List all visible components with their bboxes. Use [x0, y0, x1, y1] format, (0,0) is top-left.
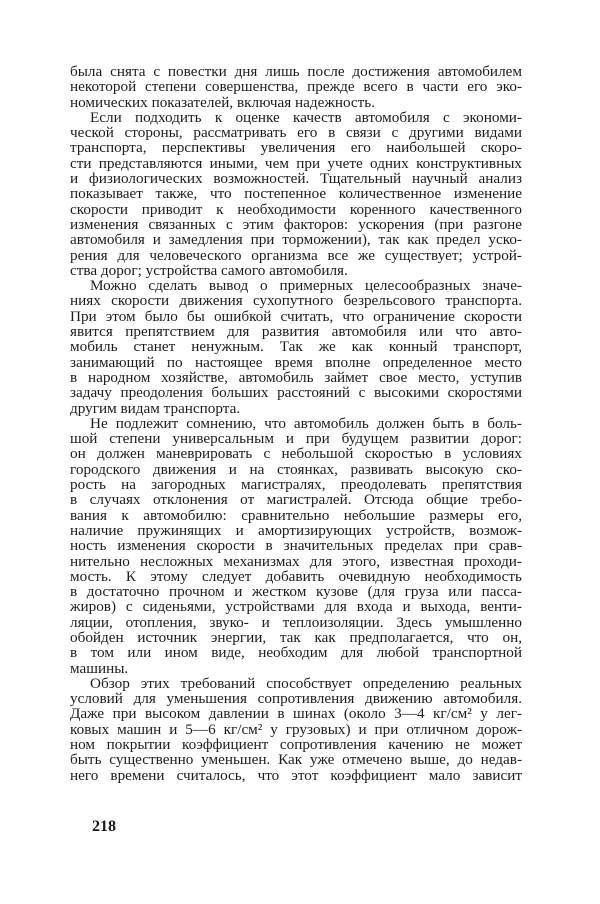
paragraph [70, 64, 522, 110]
text-line: занимающий по настоящее время вполне определенное место [70, 353, 522, 371]
text-line: показывает также, что постепенное количественное изменение [70, 185, 522, 203]
text-line: При этом было бы ошибкой считать, что ограничение скорости [70, 307, 522, 325]
text-line: в достаточно прочном и жестком кузове (для груза или пасса- [70, 583, 522, 601]
text-line: рения для человеческого организма все же существует; устрой- [70, 246, 522, 264]
text-line: условий для уменьшения сопротивления движению автомобиля. [70, 690, 522, 708]
text-line: быть существенно уменьшен. Как уже отмечено выше, до недав- [70, 751, 522, 769]
paragraph [70, 278, 522, 416]
text-line: в народном хозяйстве, автомобиль займет свое место, уступив [70, 368, 522, 386]
text-line: машины. [70, 659, 129, 677]
text-line: и физиологических возможностей. Тщательный научный анализ [70, 170, 522, 188]
text-line: мобиль станет ненужным. Так же как конный транспорт, [70, 338, 522, 356]
page-number: 218 [92, 818, 116, 835]
text-line: явится препятствием для развития автомобиля или что авто- [70, 323, 522, 341]
text-line: некоторой степени совершенства, прежде всего в части его эко- [70, 78, 522, 96]
text-line: ниях скорости движения сухопутного безрельсового транспорта. [70, 292, 522, 310]
text-line: Если подходить к оценке качеств автомобиля с экономи- [90, 108, 522, 126]
text-line: ляции, отопления, звуко- и теплоизоляции. Здесь умышленно [70, 613, 522, 631]
text-line: Не подлежит сомнению, что автомобиль должен быть в боль- [90, 414, 522, 432]
text-line: скорости приводит к необходимости коренного качественного [70, 200, 522, 218]
text-line: номических показателей, включая надежность. [70, 93, 376, 111]
text-line: он должен маневрировать с небольшой скоростью в условиях [70, 445, 522, 463]
text-line: рость на загородных магистралях, преодолевать препятствия [70, 476, 522, 494]
text-line: ном покрытии коэффициент сопротивления качению не может [70, 736, 522, 754]
text-line: ства дорог; устройства самого автомобиля. [70, 261, 348, 279]
text-line: обойден источник энергии, так как предполагается, что он, [70, 628, 522, 646]
paragraph [70, 676, 522, 783]
text-line: другим видам транспорта. [70, 399, 241, 417]
text-line: жиров) с сиденьями, устройствами для входа и выхода, венти- [70, 598, 522, 616]
text-line: Можно сделать вывод о примерных целесообразных значе- [90, 277, 522, 295]
text-line: сти представляются иными, чем при учете одних конструктивных [70, 154, 522, 172]
text-line: в случаях отклонения от магистралей. Отсюда общие требо- [70, 491, 522, 509]
text-line: Обзор этих требований способствует определению реальных [90, 674, 522, 692]
text-line: задачу преодоления больших расстояний с высокими скоростями [70, 384, 522, 402]
text-line: ковых машин и 5—6 кг/см² у грузовых) и при отличном дорож- [70, 720, 522, 738]
text-line: наличие пружинящих и амортизирующих устройств, возмож- [70, 521, 522, 539]
text-line: Даже при высоком давлении в шинах (около 3—4 кг/см² у лег- [70, 705, 522, 723]
paragraph [70, 110, 522, 278]
page-body [70, 64, 522, 783]
text-line: транспорта, перспективы увеличения его наибольшей скоро- [70, 139, 522, 157]
paragraph [70, 416, 522, 676]
text-line: изменения связанных с этим факторов: ускорения (при разгоне [70, 215, 522, 233]
text-line: в том или ином виде, необходим для любой транспортной [70, 644, 522, 662]
text-line: автомобиля и замедления при торможении), так как предел уско- [70, 231, 522, 249]
text-line: шой степени универсальным и при будущем развитии дорог: [70, 430, 522, 448]
text-line: него времени считалось, что этот коэффициент мало зависит [70, 766, 522, 784]
text-line: нительно несложных механизмах для этого, известная проходи- [70, 552, 522, 570]
text-line: была снята с повестки дня лишь после достижения автомобилем [70, 63, 522, 80]
text-line: вания к автомобилю: сравнительно небольшие размеры его, [70, 506, 522, 524]
text-line: мость. К этому следует добавить очевидную необходимость [70, 567, 522, 585]
text-line: городского движения и на стоянках, развивать высокую ско- [70, 460, 522, 478]
text-line: ность изменения скорости в значительных пределах при срав- [70, 537, 522, 555]
text-line: ческой стороны, рассматривать его в связи с другими видами [70, 124, 522, 142]
